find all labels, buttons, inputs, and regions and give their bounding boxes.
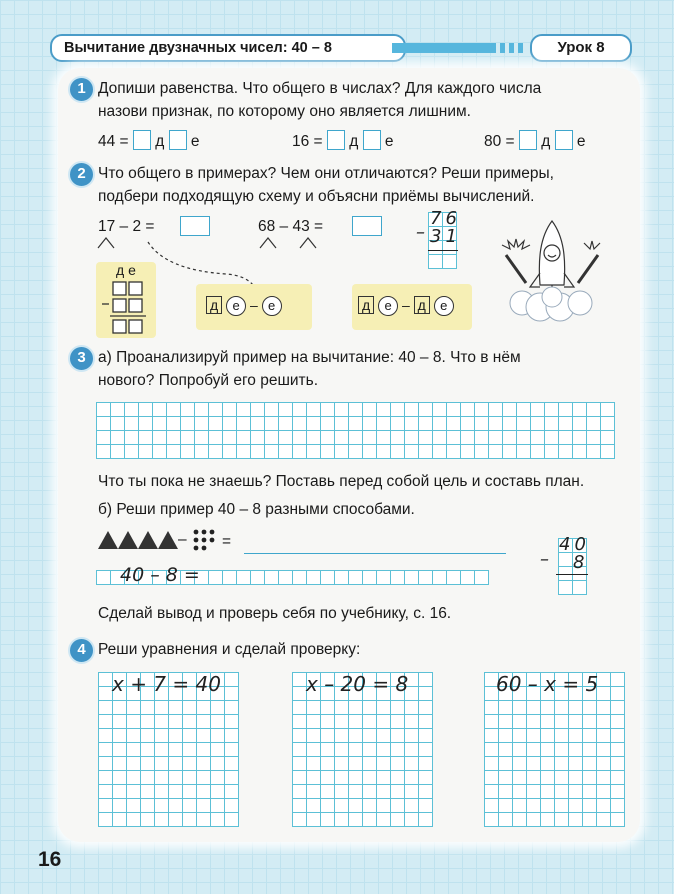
model-equals: =: [222, 533, 232, 550]
column-sign: –: [416, 222, 425, 243]
rocket-illustration: [492, 215, 612, 325]
handwritten-example: 40 – 8 =: [120, 564, 200, 586]
column-sign: –: [540, 549, 549, 570]
answer-box[interactable]: [363, 130, 381, 150]
task3-part-b: б) Реши пример 40 – 8 разными способами.: [98, 501, 415, 518]
answer-box[interactable]: [327, 130, 345, 150]
lesson-title: Вычитание двузначных чисел: 40 – 8: [50, 34, 406, 62]
header-stripe: [392, 43, 496, 53]
answer-box[interactable]: [555, 130, 573, 150]
answer-box[interactable]: [352, 216, 382, 236]
column-bottom: 31: [430, 226, 461, 247]
task3-conclusion: Сделай вывод и проверь себя по учебнику, с. 16.: [98, 605, 452, 622]
scheme-1-labels: д е: [116, 262, 136, 278]
lesson-number: Урок 8: [530, 34, 632, 62]
task4-text: Реши уравнения и сделай проверку:: [98, 641, 361, 658]
answer-line[interactable]: [244, 553, 506, 554]
column-top: 40: [559, 534, 590, 555]
equation-3: 60 – x = 5: [496, 672, 599, 696]
equation-1: x + 7 = 40: [112, 672, 221, 696]
column-bottom: 8: [573, 552, 585, 573]
task1-eq-3: 80 = д е: [484, 130, 586, 153]
model-minus: –: [178, 531, 187, 548]
answer-box[interactable]: [180, 216, 210, 236]
column-line: [428, 250, 458, 251]
task2-example-2: 68 – 43 =: [258, 218, 324, 235]
answer-box[interactable]: [519, 130, 537, 150]
scheme-3-content: д е – д е: [358, 296, 454, 316]
page-number: 16: [38, 848, 62, 871]
split-marks: [96, 234, 126, 250]
answer-grid-a[interactable]: [96, 402, 615, 459]
task-number-1: 1: [68, 76, 95, 103]
task1-eq-2: 16 = д е: [292, 130, 394, 153]
column-line: [556, 574, 588, 575]
task-number-2: 2: [68, 161, 95, 188]
dots-model: [192, 528, 216, 552]
scheme-2-content: д е – е: [206, 296, 282, 316]
answer-box[interactable]: [133, 130, 151, 150]
task3-goal: Что ты пока не знаешь? Поставь перед собой цель и составь план.: [98, 473, 585, 490]
equation-2: x – 20 = 8: [306, 672, 409, 696]
answer-box[interactable]: [169, 130, 187, 150]
header-stripe-dash: [500, 43, 505, 53]
task2-example-1: 17 – 2 =: [98, 218, 155, 235]
task-number-4: 4: [68, 637, 95, 664]
scheme-1-squares: [100, 280, 152, 336]
task3-part-a: а) Проанализируй пример на вычитание: 40 – 8. Что в нём нового? Попробуй его решить.: [98, 349, 521, 389]
task1-text: Допиши равенства. Что общего в числах? Для каждого числа назови признак, по которому оно является лишним.: [98, 80, 542, 120]
split-marks: [256, 234, 326, 250]
task2-text: Что общего в примерах? Чем они отличаются? Реши примеры, подбери подходящую схему и объясни приёмы вычислений.: [98, 165, 554, 205]
triangle-model: [98, 531, 178, 551]
column-top: 76: [430, 208, 461, 229]
header-stripe-dash: [509, 43, 514, 53]
task-number-3: 3: [68, 345, 95, 372]
header-stripe-dash: [518, 43, 523, 53]
task1-eq-1: 44 = д е: [98, 130, 200, 153]
